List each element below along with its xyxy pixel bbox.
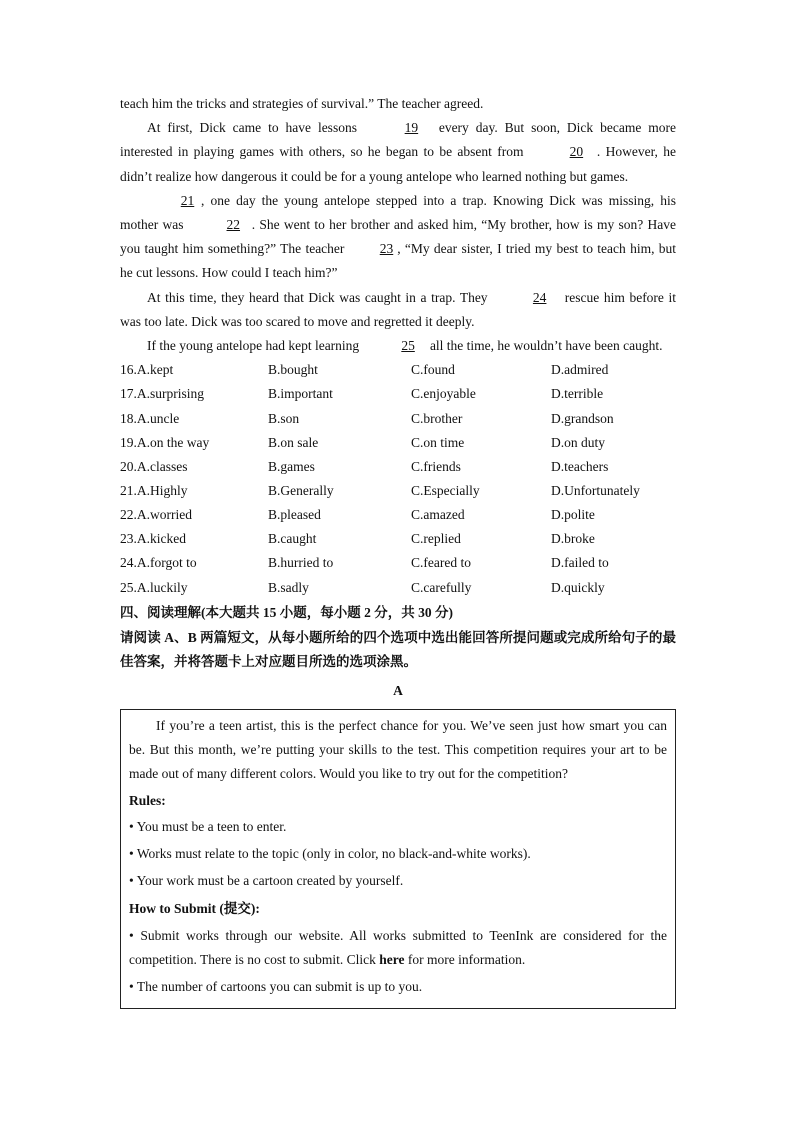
option-a: 18.A.uncle bbox=[120, 410, 180, 426]
option-b: B.Generally bbox=[268, 482, 334, 498]
option-c: C.feared to bbox=[411, 555, 471, 571]
section-instruction: 请阅读 A、B 两篇短文，从每小题所给的四个选项中选出能回答所提问题或完成所给句子的最佳答案，并将答题卡上对应题目所选的选项涂黑。 bbox=[120, 629, 676, 670]
option-row bbox=[120, 576, 676, 600]
submit-heading: How to Submit (提交): bbox=[129, 900, 260, 916]
answer-blank-25: 25 bbox=[401, 338, 415, 354]
box-intro: If you’re a teen artist, this is the perfect chance for you. We’ve seen just how smart you can be. But this month, we’re putting your skills to the test. This competition requires your art to be made out of many different colors. Would you like to try out for the competition? bbox=[129, 717, 667, 782]
option-c: C.carefully bbox=[411, 579, 472, 595]
option-a: 17.A.surprising bbox=[120, 386, 204, 402]
rule-item: • Works must relate to the topic (only in color, no black-and-white works). bbox=[129, 845, 531, 861]
answer-blank-21: 21 bbox=[180, 192, 195, 208]
option-b: B.important bbox=[268, 386, 333, 402]
answer-blank-23: 23 bbox=[379, 241, 394, 257]
option-a: 25.A.luckily bbox=[120, 579, 188, 595]
answer-blank-19: 19 bbox=[404, 120, 419, 136]
option-a: 24.A.forgot to bbox=[120, 555, 197, 571]
option-row bbox=[120, 382, 676, 406]
option-c: C.found bbox=[411, 362, 455, 378]
rule-item: • You must be a teen to enter. bbox=[129, 818, 287, 834]
option-b: B.caught bbox=[268, 531, 317, 547]
option-d: D.quickly bbox=[551, 579, 605, 595]
competition-box bbox=[120, 709, 676, 1009]
submit-item bbox=[129, 924, 667, 973]
option-d: D.polite bbox=[551, 507, 595, 523]
option-b: B.bought bbox=[268, 362, 318, 378]
passage-paragraph bbox=[120, 286, 676, 334]
option-row bbox=[120, 527, 676, 551]
option-d: D.teachers bbox=[551, 458, 609, 474]
answer-blank-20: 20 bbox=[569, 144, 584, 160]
option-a: 21.A.Highly bbox=[120, 482, 188, 498]
passage-text: At this time, they heard that Dick was caught in a trap. They bbox=[147, 289, 488, 305]
option-d: D.on duty bbox=[551, 434, 605, 450]
option-c: C.amazed bbox=[411, 507, 465, 523]
option-c: C.brother bbox=[411, 410, 463, 426]
option-c: C.replied bbox=[411, 531, 461, 547]
passage-line: teach him the tricks and strategies of survival.” The teacher agreed. bbox=[120, 96, 484, 111]
section-title: 四、阅读理解(本大题共 15 小题，每小题 2 分，共 30 分) bbox=[120, 604, 453, 620]
option-b: B.hurried to bbox=[268, 555, 334, 571]
option-d: D.terrible bbox=[551, 386, 604, 402]
option-b: B.son bbox=[268, 410, 300, 426]
passage-paragraph bbox=[120, 189, 676, 286]
option-d: D.broke bbox=[551, 531, 595, 547]
passage-text: If the young antelope had kept learning bbox=[147, 338, 360, 354]
passage-paragraph bbox=[120, 334, 676, 358]
option-b: B.games bbox=[268, 458, 315, 474]
submit-item: • The number of cartoons you can submit is up to you. bbox=[129, 978, 423, 994]
submit-text: • Submit works through our website. All works submitted to TeenInk are considered for the competition. There is no cost to submit. Click bbox=[129, 927, 667, 968]
rules-heading: Rules: bbox=[129, 792, 166, 808]
option-c: C.Especially bbox=[411, 482, 480, 498]
passage-text: rescue him before it was too late. Dick was too scared to move and regretted it deeply. bbox=[120, 289, 677, 329]
passage-text: every day. But soon, Dick became more interested in playing games with others, so he began to be absent from bbox=[120, 120, 676, 160]
option-row bbox=[120, 431, 676, 455]
passage-paragraph bbox=[120, 116, 676, 189]
passage-text: all the time, he wouldn’t have been caught. bbox=[429, 338, 663, 354]
option-row bbox=[120, 407, 676, 431]
option-a: 20.A.classes bbox=[120, 458, 188, 474]
option-a: 19.A.on the way bbox=[120, 434, 210, 450]
option-a: 23.A.kicked bbox=[120, 531, 186, 547]
option-row bbox=[120, 479, 676, 503]
option-row bbox=[120, 503, 676, 527]
option-c: C.on time bbox=[411, 434, 465, 450]
option-b: B.pleased bbox=[268, 507, 321, 523]
option-a: 16.A.kept bbox=[120, 362, 174, 378]
option-row bbox=[120, 551, 676, 575]
passage-text: , one day the young antelope stepped into a trap. Knowing Dick was missing, his mother was bbox=[120, 192, 676, 233]
submit-text: for more information. bbox=[407, 952, 526, 968]
answer-blank-24: 24 bbox=[532, 289, 547, 305]
passage-text: . She went to her brother and asked him, “My brother, how is my son? Have you taught him something?” The teacher bbox=[120, 217, 677, 257]
rule-item: • Your work must be a cartoon created by yourself. bbox=[129, 872, 404, 888]
passage-label: A bbox=[393, 682, 403, 698]
here-link[interactable]: here bbox=[379, 952, 405, 968]
option-c: C.friends bbox=[411, 458, 461, 474]
option-d: D.admired bbox=[551, 362, 609, 378]
exam-page bbox=[120, 92, 676, 1009]
option-a: 22.A.worried bbox=[120, 507, 192, 523]
option-row bbox=[120, 455, 676, 479]
options-table bbox=[120, 358, 676, 599]
option-d: D.Unfortunately bbox=[551, 482, 640, 498]
option-b: B.on sale bbox=[268, 434, 319, 450]
passage-text: At first, Dick came to have lessons bbox=[147, 120, 357, 136]
passage-text: , “My dear sister, I tried my best to teach him, but he cut lessons. How could I teach him?” bbox=[120, 241, 676, 281]
passage-text: . However, he didn’t realize how dangerous it could be for a young antelope who learned nothing but games. bbox=[120, 144, 677, 184]
option-row bbox=[120, 358, 676, 382]
option-c: C.enjoyable bbox=[411, 386, 476, 402]
answer-blank-22: 22 bbox=[226, 217, 241, 233]
option-d: D.grandson bbox=[551, 410, 614, 426]
option-b: B.sadly bbox=[268, 579, 309, 595]
option-d: D.failed to bbox=[551, 555, 609, 571]
